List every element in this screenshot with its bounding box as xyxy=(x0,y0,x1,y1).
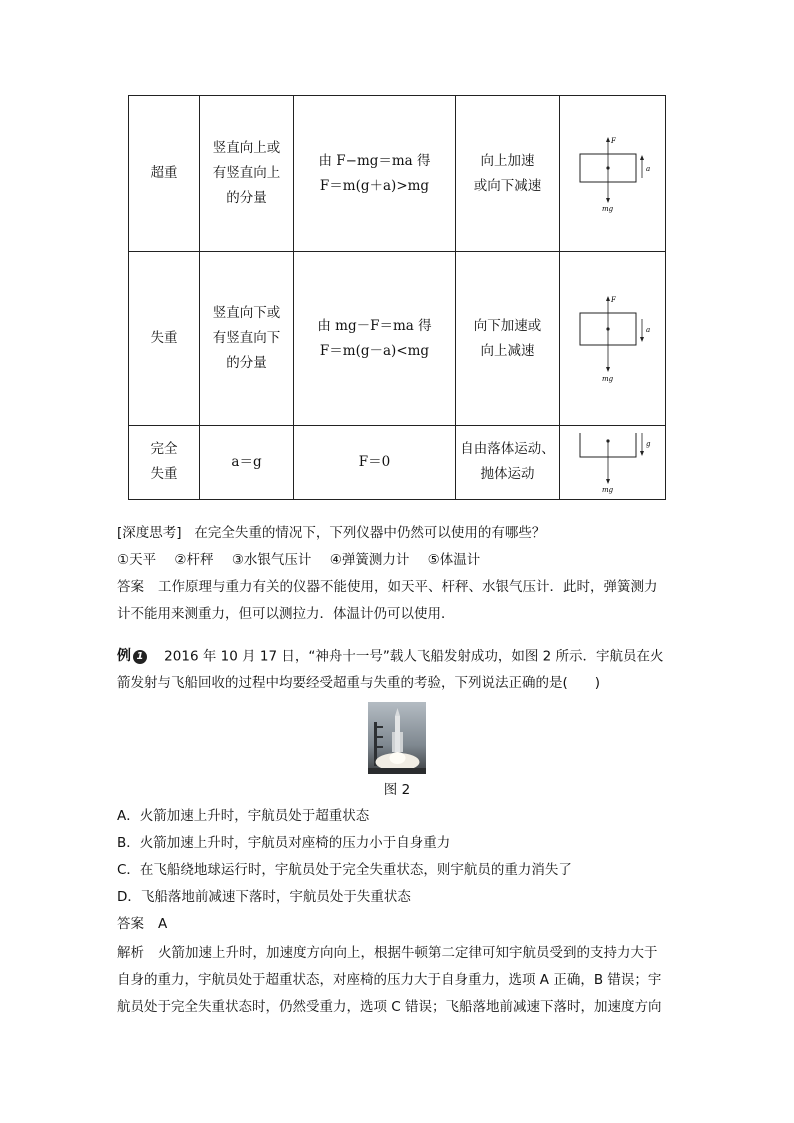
example-marker: 例 xyxy=(117,648,131,664)
formula-line: F＝m(g＋a)>mg xyxy=(319,177,430,194)
mass-point xyxy=(606,327,609,330)
accel-arrowhead xyxy=(640,337,644,342)
state-name xyxy=(129,425,200,499)
answer-text: 工作原理与重力有关的仪器不能使用，如天平、杆秤、水银气压计．此时，弹簧测力 xyxy=(158,579,658,595)
force-arrowhead xyxy=(606,296,610,301)
option-c: C．在飞船绕地球运行时，宇航员处于完全失重状态，则宇航员的重力消失了 xyxy=(117,862,572,878)
answer-text: 计不能用来测重力，但可以测拉力．体温计仍可以使用． xyxy=(117,606,455,622)
weight-states-table xyxy=(128,95,666,500)
instrument-options xyxy=(117,547,494,574)
force-arrowhead xyxy=(606,137,610,142)
example-number-badge: 1 xyxy=(133,650,147,664)
table-row-underweight xyxy=(129,252,666,425)
gravity-arrowhead xyxy=(606,198,610,203)
mass-point xyxy=(606,166,609,169)
gravity-label: mg xyxy=(601,486,613,495)
option-a: A．火箭加速上升时，宇航员处于超重状态 xyxy=(117,808,370,824)
text-line: 的分量 xyxy=(226,355,267,372)
analysis-line-1 xyxy=(117,940,658,967)
motion-cell xyxy=(456,425,560,499)
analysis-line-3: 航员处于完全失重状态时，仍然受重力，选项 C 错误；飞船落地前减速下落时，加速度方向 xyxy=(117,999,662,1015)
example-text: 2016 年 10 月 17 日，“神舟十一号”载人飞船发射成功，如图 2 所示．宇航员在火 xyxy=(164,648,664,665)
state-name: 失重 xyxy=(129,252,200,425)
text-line: 或向下减速 xyxy=(473,177,542,194)
accel-direction xyxy=(200,96,294,252)
option-item: ④弹簧测力计 xyxy=(329,552,410,568)
mass-point xyxy=(606,440,609,443)
force-label: F xyxy=(610,295,616,304)
text-line: 竖直向下或 xyxy=(212,305,281,322)
rocket-launch-photo xyxy=(368,702,426,774)
analysis-line-2: 自身的重力，宇航员处于超重状态，对座椅的压力大于自身重力，选项 A 正确，B 错误；宇 xyxy=(117,972,662,988)
force-label: F xyxy=(610,136,616,145)
accel-direction xyxy=(200,425,294,499)
motion-cell xyxy=(456,252,560,425)
formula-line: F＝m(g－a)<mg xyxy=(319,342,430,359)
example-line-2 xyxy=(117,670,600,697)
text-line: 有竖直向下 xyxy=(212,330,281,347)
option-item: ②杆秤 xyxy=(174,552,214,568)
deep-think-question xyxy=(117,520,545,547)
answer-label: 答案 xyxy=(117,916,144,932)
analysis-text: 火箭加速上升时，加速度方向向上，根据牛顿第二定律可知宇航员受到的支持力大于 xyxy=(158,945,658,961)
analysis-label: 解析 xyxy=(117,945,144,961)
force-diagram-cell xyxy=(560,96,666,252)
formula-line: 由 F−mg＝ma 得 xyxy=(318,152,431,169)
text-line: 的分量 xyxy=(226,190,267,207)
think-answer-line-1 xyxy=(117,574,658,601)
gravity-arrowhead xyxy=(606,479,610,484)
think-answer-line-2 xyxy=(117,601,455,628)
table-row-overweight xyxy=(129,96,666,252)
question-text: 在完全失重的情况下，下列仪器中仍然可以使用的有哪些？ xyxy=(194,525,546,541)
formula-line: F＝0 xyxy=(358,453,391,470)
formula-cell xyxy=(294,425,456,499)
accel-label: a xyxy=(645,164,650,173)
state-name: 超重 xyxy=(129,96,200,252)
gravity-label: mg xyxy=(601,204,613,213)
answer-value: A xyxy=(158,916,168,932)
accel-label: g xyxy=(645,440,650,449)
answer-label: 答案 xyxy=(117,579,144,595)
text-line: 失重 xyxy=(150,466,178,483)
text-line: 向上加速 xyxy=(480,152,535,169)
accel-direction xyxy=(200,252,294,425)
option-item: ③水银气压计 xyxy=(231,552,312,568)
force-diagram-cell xyxy=(560,252,666,425)
formula-cell xyxy=(294,252,456,425)
accel-label: a xyxy=(645,325,650,334)
example-answer xyxy=(117,911,167,938)
accel-arrowhead xyxy=(640,155,644,160)
option-d: D．飞船落地前减速下落时，宇航员处于失重状态 xyxy=(117,889,411,905)
figure-caption: 图 2 xyxy=(383,782,411,798)
formula-line: a＝g xyxy=(231,453,262,470)
gravity-label: mg xyxy=(601,374,613,383)
text-line: 竖直向上或 xyxy=(212,140,281,157)
text-line: 完全 xyxy=(150,441,178,458)
gravity-arrowhead xyxy=(606,367,610,372)
text-line: 抛体运动 xyxy=(480,466,535,483)
table-row-weightless xyxy=(129,425,666,499)
option-item: ⑤体温计 xyxy=(427,552,481,568)
force-diagram xyxy=(570,293,656,385)
motion-cell xyxy=(456,96,560,252)
deep-think-label: [深度思考] xyxy=(117,525,182,541)
option-item: ①天平 xyxy=(117,552,157,568)
text-line: 自由落体运动、 xyxy=(460,441,555,458)
text-line: 向下加速或 xyxy=(473,317,542,334)
text-line: 向上减速 xyxy=(480,342,535,359)
option-b: B．火箭加速上升时，宇航员对座椅的压力小于自身重力 xyxy=(117,835,451,851)
example-text: 箭发射与飞船回收的过程中均要经受超重与失重的考验，下列说法正确的是( ) xyxy=(117,675,601,691)
text-line: 有竖直向上 xyxy=(212,165,281,182)
accel-arrowhead xyxy=(640,451,644,456)
force-diagram-cell xyxy=(560,425,666,499)
force-diagram xyxy=(570,134,656,214)
formula-line: 由 mg－F＝ma 得 xyxy=(317,317,432,334)
formula-cell xyxy=(294,96,456,252)
force-diagram xyxy=(570,429,656,495)
example-line-1 xyxy=(117,643,664,671)
